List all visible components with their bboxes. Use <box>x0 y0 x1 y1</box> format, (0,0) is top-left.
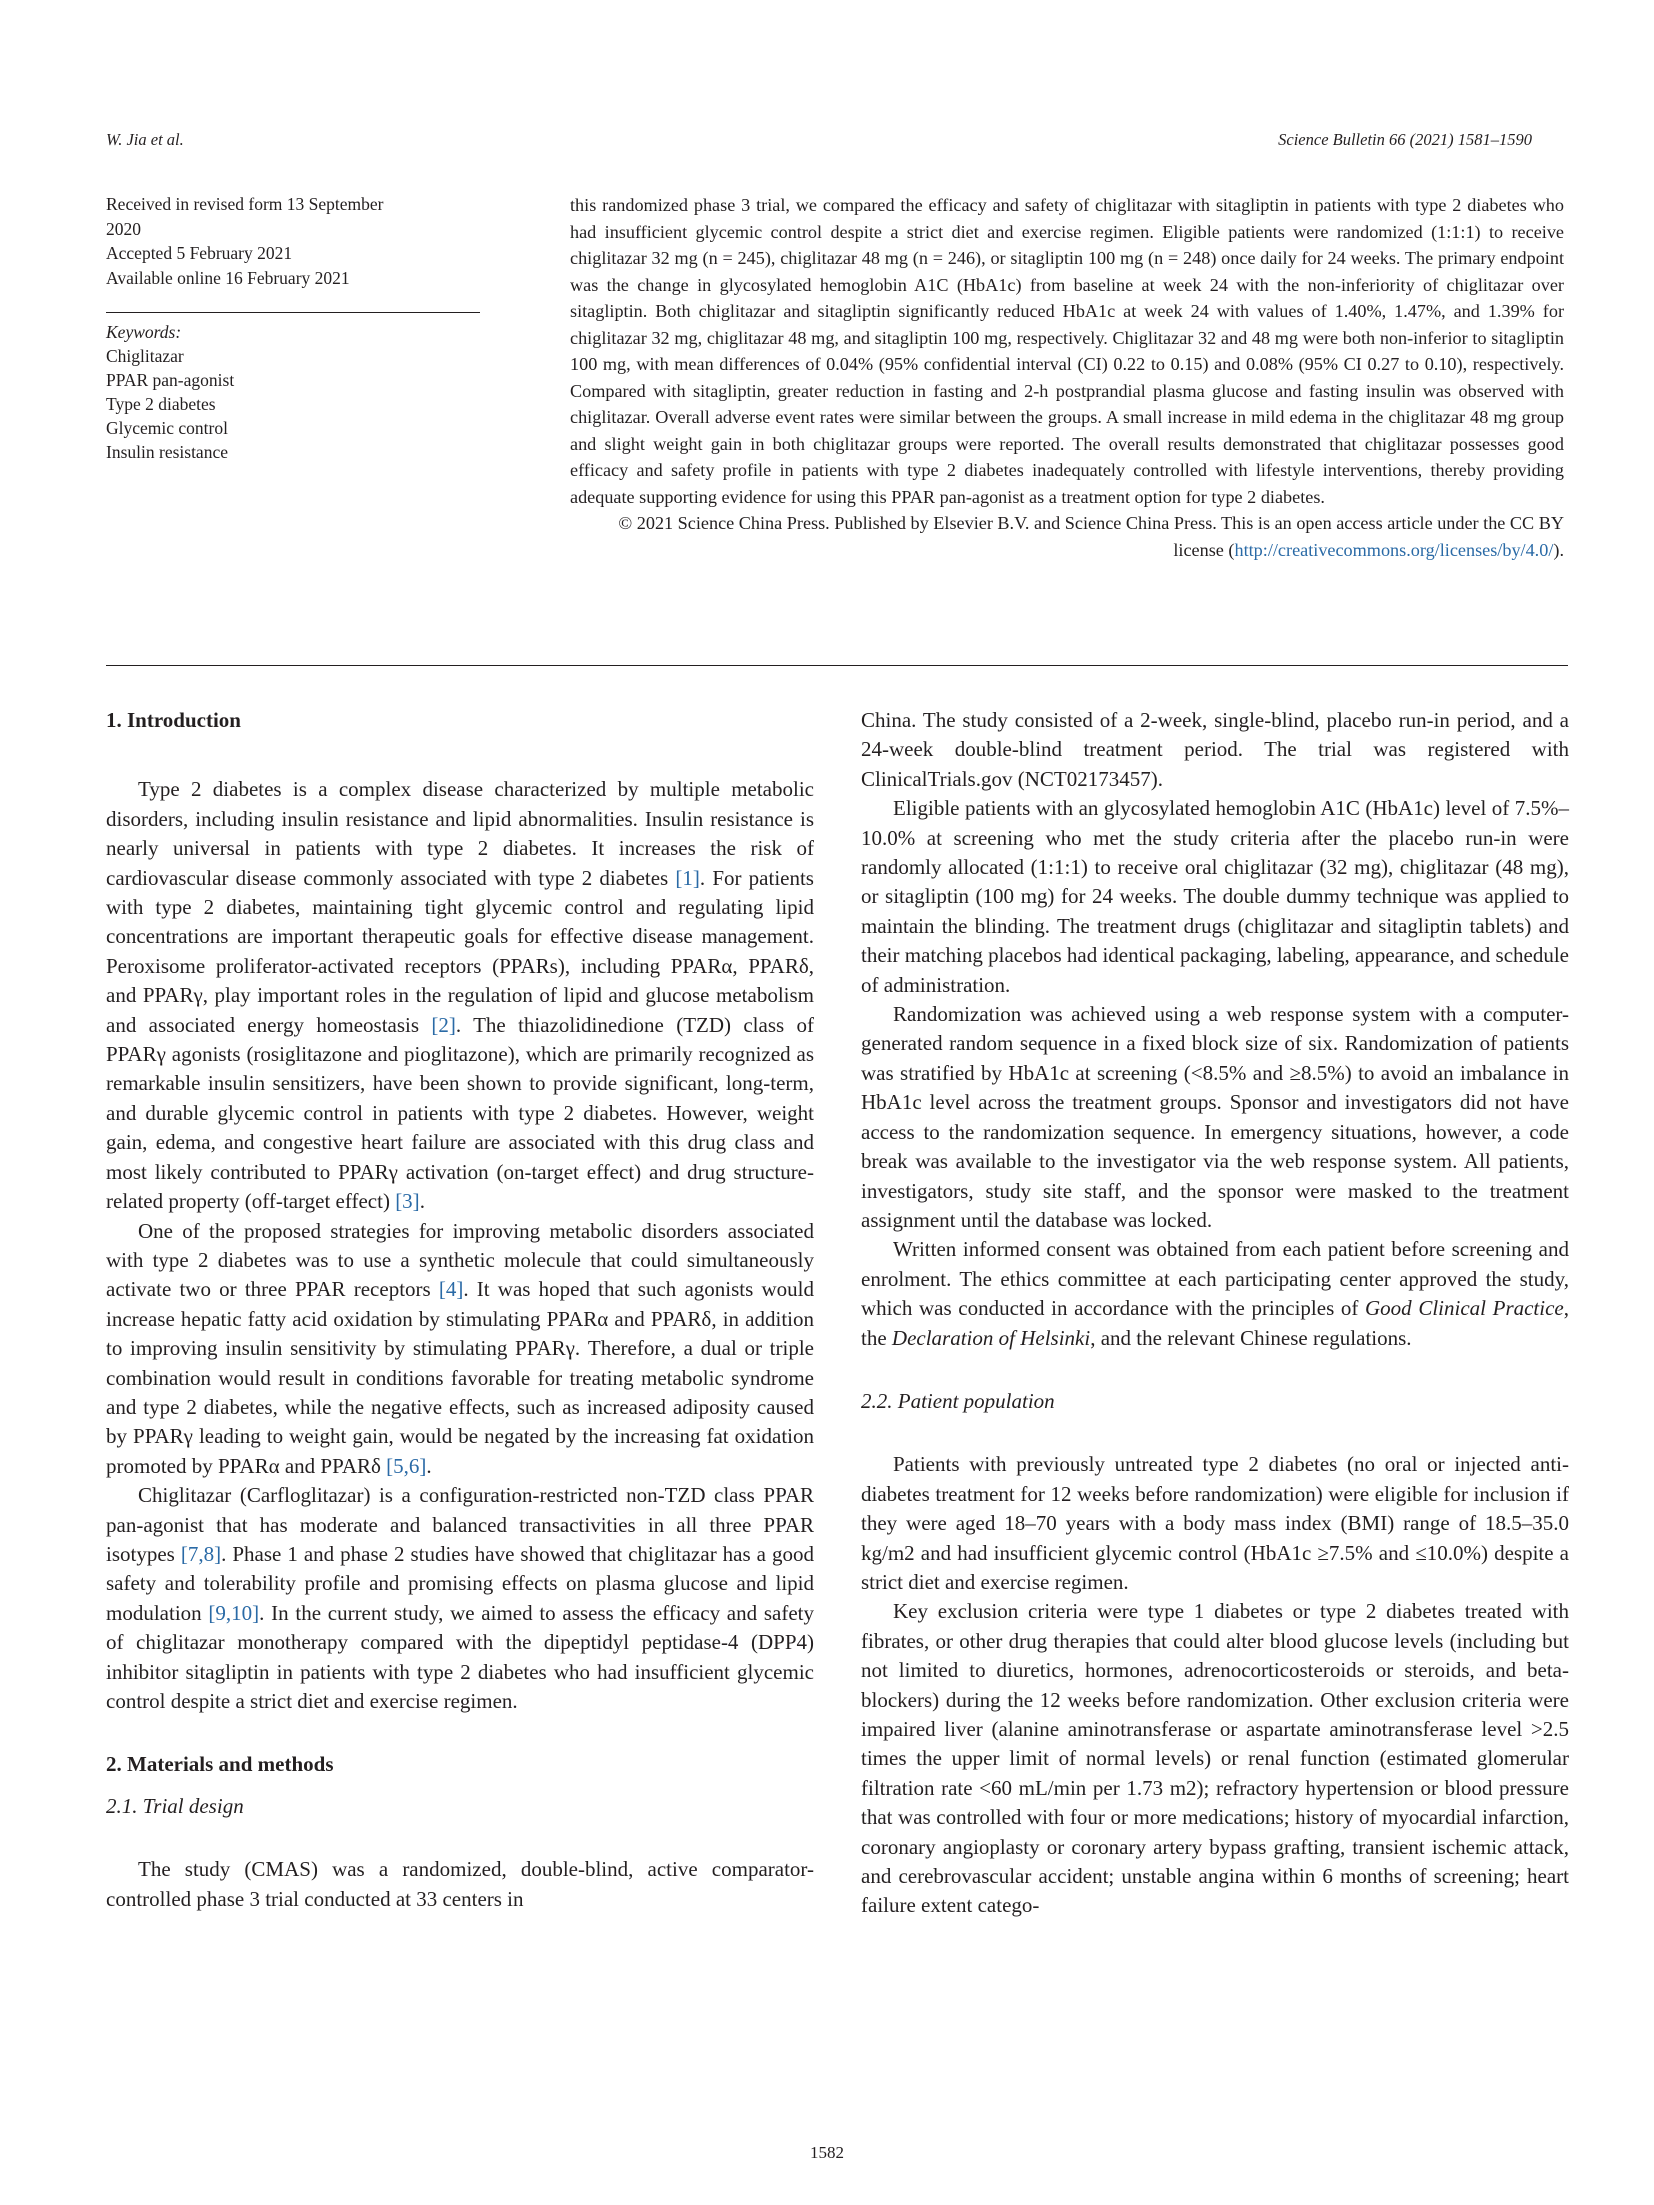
subsection-heading-patient-population: 2.2. Patient population <box>861 1388 1055 1413</box>
copyright-text: © 2021 Science China Press. Published by Elsevier B.V. and Science China Press. This is an open access article under the CC BY license ( <box>618 513 1564 560</box>
methods-paragraph-5: Patients with previously untreated type 2 diabetes (no oral or injected anti-diabetes treatment for 12 weeks before randomization) were eligible for inclusion if they were aged 18–70 years with a body mass index (BMI) range of 18.5–35.0 kg/m2 and had insufficient glycemic control (HbA1c ≥7.5% and ≤10.0%) despite a strict diet and exercise regimen. <box>861 1452 1569 1594</box>
article-history <box>106 192 486 290</box>
keywords-block <box>106 320 480 464</box>
section-heading-methods: 2. Materials and methods <box>106 1752 334 1777</box>
methods-paragraph-3: Randomization was achieved using a web response system with a computer-generated random sequence in a fixed block size of six. Randomization of patients was stratified by HbA1c at screening (<8.5% and ≥8.5%) to avoid an imbalance in HbA1c level across the treatment groups. Sponsor and investigators did not have access to the randomization sequence. In emergency situations, however, a code break was available to the investigator via the web response system. All patients, investigators, study site staff, and the sponsor were masked to the treatment assignment until the database was locked. <box>861 1002 1569 1232</box>
citation-link[interactable]: [9,10] <box>208 1600 260 1625</box>
section-heading-introduction: 1. Introduction <box>106 708 241 732</box>
history-line: Available online 16 February 2021 <box>106 267 350 288</box>
keyword: Type 2 diabetes <box>106 394 216 414</box>
intro-paragraph-1: Type 2 diabetes is a complex disease characterized by multiple metabolic disorders, including insulin resistance and lipid abnormalities. Insulin resistance is nearly universal in patients with type 2 diabetes. It increases the risk of cardiovascular disease commonly associated with type 2 diabetes [1]. For patients with type 2 diabetes, maintaining tight glycemic control and regulating lipid concentrations are important therapeutic goals for effective disease management. Peroxisome proliferator-activated receptors (PPARs), including PPARα, PPARδ, and PPARγ, play important roles in the regulation of lipid and glucose metabolism and associated energy homeostasis [2]. The thiazolidinedione (TZD) class of PPARγ agonists (rosiglitazone and pioglitazone), which are primarily recognized as remarkable insulin sensitizers, have been shown to provide significant, long-term, and durable glycemic control in patients with type 2 diabetes. However, weight gain, edema, and congestive heart failure are associated with this drug class and most likely contributed to PPARγ activation (on-target effect) and drug structure-related property (off-target effect) [3]. <box>106 777 814 1214</box>
history-line: Accepted 5 February 2021 <box>106 243 293 263</box>
copyright-end: ). <box>1553 539 1564 560</box>
history-line: 2020 <box>106 218 141 239</box>
keyword: Chiglitazar <box>106 346 184 366</box>
subsection-heading-trial-design: 2.1. Trial design <box>106 1793 244 1818</box>
keywords-title: Keywords: <box>106 322 182 342</box>
methods-paragraph-1-continued: China. The study consisted of a 2-week, single-blind, placebo run-in period, and a 24-week double-blind treatment period. The trial was registered with ClinicalTrials.gov (NCT02173457). <box>861 708 1569 791</box>
running-header-authors: W. Jia et al. <box>106 130 184 149</box>
citation-link[interactable]: [5,6] <box>386 1453 427 1478</box>
citation-link[interactable]: [7,8] <box>180 1541 222 1566</box>
methods-paragraph-2: Eligible patients with an glycosylated hemoglobin A1C (HbA1c) level of 7.5%–10.0% at screening who met the study criteria after the placebo run-in were randomly allocated (1:1:1) to receive oral chiglitazar (32 mg), chiglitazar (48 mg), or sitagliptin (100 mg) for 24 weeks. The double dummy technique was applied to maintain the blinding. The treatment drugs (chiglitazar and sitagliptin tablets) and their matching placebos had identical packaging, labeling, appearance, and schedule of administration. <box>861 796 1569 997</box>
page-number: 1582 <box>810 2143 844 2162</box>
left-column <box>106 706 814 1914</box>
copyright-notice <box>570 510 1564 563</box>
running-header-journal: Science Bulletin 66 (2021) 1581–1590 <box>1278 130 1532 149</box>
license-link[interactable]: http://creativecommons.org/licenses/by/4.0/ <box>1234 539 1554 560</box>
methods-paragraph-1: The study (CMAS) was a randomized, double-blind, active comparator-controlled phase 3 trial conducted at 33 centers in <box>106 1857 814 1911</box>
methods-paragraph-4: Written informed consent was obtained from each patient before screening and enrolment. The ethics committee at each participating center approved the study, which was conducted in accordance with the principles of Good Clinical Practice, the Declaration of Helsinki, and the relevant Chinese regulations. <box>861 1237 1569 1350</box>
keyword: PPAR pan-agonist <box>106 370 235 390</box>
history-line: Received in revised form 13 September <box>106 194 384 214</box>
abstract-divider <box>106 665 1568 666</box>
abstract <box>570 192 1564 563</box>
intro-paragraph-2: One of the proposed strategies for improving metabolic disorders associated with type 2 diabetes was to use a synthetic molecule that could simultaneously activate two or three PPAR receptors [4]. It was hoped that such agonists would increase hepatic fatty acid oxidation by stimulating PPARα and PPARδ, in addition to improving insulin sensitivity by stimulating PPARγ. Therefore, a dual or triple combination would result in conditions favorable for treating metabolic syndrome and type 2 diabetes, while the negative effects, such as increased adiposity caused by PPARγ leading to weight gain, would be negated by the increasing fat oxidation promoted by PPARα and PPARδ [5,6]. <box>106 1218 814 1478</box>
right-column <box>861 706 1569 1921</box>
keyword: Insulin resistance <box>106 442 228 462</box>
keywords-divider <box>106 312 480 313</box>
citation-link[interactable]: [3] <box>395 1189 420 1214</box>
citation-link[interactable]: [1] <box>675 865 700 890</box>
abstract-body: this randomized phase 3 trial, we compared the efficacy and safety of chiglitazar with sitagliptin in patients with type 2 diabetes who had insufficient glycemic control despite a strict diet and exercise regimen. Eligible patients were randomized (1:1:1) to receive chiglitazar 32 mg (n = 245), chiglitazar 48 mg (n = 246), or sitagliptin 100 mg (n = 248) once daily for 24 weeks. The primary endpoint was the change in glycosylated hemoglobin A1C (HbA1c) from baseline at week 24 with the non-inferiority of chiglitazar over sitagliptin. Both chiglitazar and sitagliptin significantly reduced HbA1c at week 24 with values of 1.40%, 1.47%, and 1.39% for chiglitazar 32 mg, chiglitazar 48 mg, and sitagliptin 100 mg, respectively. Chiglitazar 32 and 48 mg were both non-inferior to sitagliptin 100 mg, with mean differences of 0.04% (95% confidential interval (CI) 0.22 to 0.15) and 0.08% (95% CI 0.27 to 0.10), respectively. Compared with sitagliptin, greater reduction in fasting and 2-h postprandial plasma glucose and fasting insulin was observed with chiglitazar. Overall adverse event rates were similar between the groups. A small increase in mild edema in the chiglitazar 48 mg group and slight weight gain in both chiglitazar groups were reported. The overall results demonstrated that chiglitazar possesses good efficacy and safety profile in patients with type 2 diabetes inadequately controlled with lifestyle interventions, thereby providing adequate supporting evidence for using this PPAR pan-agonist as a treatment option for type 2 diabetes. <box>570 195 1564 507</box>
keyword: Glycemic control <box>106 418 228 438</box>
citation-link[interactable]: [4] <box>438 1277 464 1302</box>
intro-paragraph-3: Chiglitazar (Carfloglitazar) is a configuration-restricted non-TZD class PPAR pan-agonist that has moderate and balanced transactivities in all three PPAR isotypes [7,8]. Phase 1 and phase 2 studies have showed that chiglitazar has a good safety and tolerability profile and promising effects on plasma glucose and lipid modulation [9,10]. In the current study, we aimed to assess the efficacy and safety of chiglitazar monotherapy compared with the dipeptidyl peptidase-4 (DPP4) inhibitor sitagliptin in patients with type 2 diabetes who had insufficient glycemic control despite a strict diet and exercise regimen. <box>106 1483 814 1713</box>
methods-paragraph-6: Key exclusion criteria were type 1 diabetes or type 2 diabetes treated with fibrates, or other drug therapies that could alter blood glucose levels (including but not limited to diuretics, hormones, adrenocorticosteroids or steroids, and beta-blockers) during the 12 weeks before randomization. Other exclusion criteria were impaired liver (alanine aminotransferase or aspartate aminotransferase level >2.5 times the upper limit of normal levels) or renal function (estimated glomerular filtration rate <60 mL/min per 1.73 m2); refractory hypertension or blood pressure that was controlled with four or more medications; history of myocardial infarction, coronary angioplasty or coronary artery bypass grafting, transient ischemic attack, and cerebrovascular accident; unstable angina within 6 months of screening; heart failure extent catego- <box>861 1599 1569 1918</box>
citation-link[interactable]: [2] <box>431 1012 456 1037</box>
